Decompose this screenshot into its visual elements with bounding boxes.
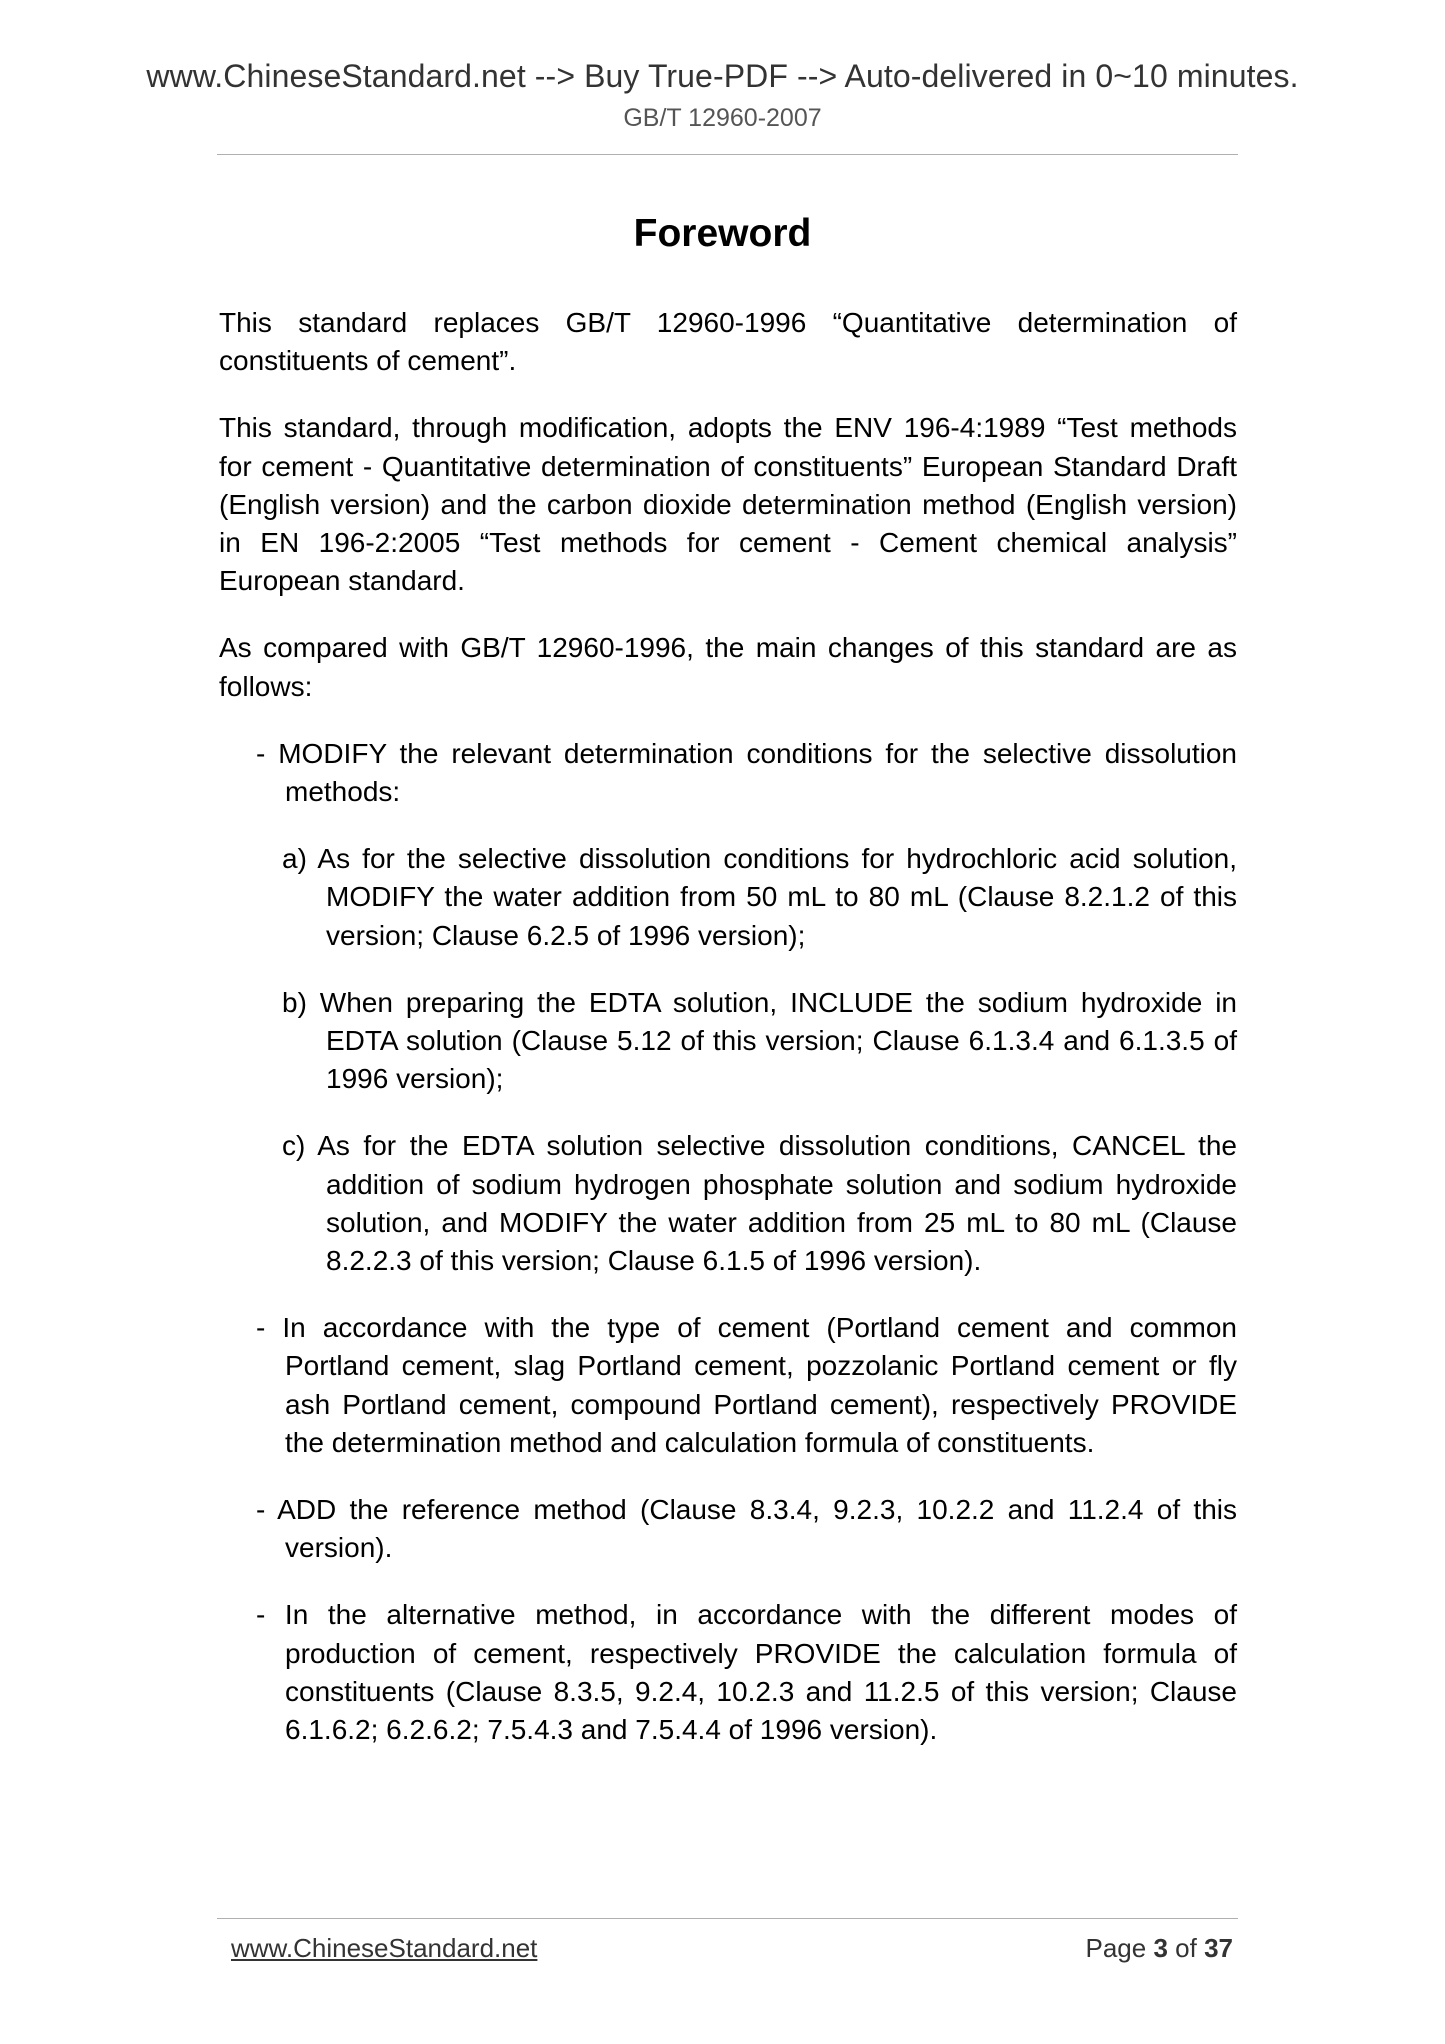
change-item: - ADD the reference method (Clause 8.3.4, 9.2.3, 10.2.2 and 11.2.4 of this version). bbox=[256, 1494, 1237, 1564]
page-label: Page bbox=[1085, 1933, 1147, 1963]
change-item: - MODIFY the relevant determination conditions for the selective dissolution methods: bbox=[256, 737, 1237, 808]
header-divider bbox=[217, 154, 1238, 155]
page-total: 37 bbox=[1204, 1933, 1233, 1963]
page-title: Foreword bbox=[633, 212, 812, 255]
document-body bbox=[219, 304, 1237, 1778]
page-number bbox=[1085, 1933, 1233, 1964]
header-banner: www.ChineseStandard.net --> Buy True-PDF --> Auto-delivered in 0~10 minutes. bbox=[146, 58, 1299, 94]
paragraph: This standard replaces GB/T 12960-1996 “Quantitative determination of constituents of cement”. bbox=[219, 307, 1237, 377]
page-current: 3 bbox=[1153, 1933, 1168, 1963]
paragraph: This standard, through modification, adopts the ENV 196-4:1989 “Test methods for cement - Quantitative determination of constituents” European Standard Draft (English version) and the carbon dioxide determination method (English version) in EN 196-2:2005 “Test methods for cement - Cement chemical analysis” European standard. bbox=[219, 412, 1237, 597]
change-subitem: c) As for the EDTA solution selective dissolution conditions, CANCEL the addition of sodium hydrogen phosphate solution and sodium hydroxide solution, and MODIFY the water addition from 25 mL to 80 mL (Clause 8.2.2.3 of this version; Clause 6.1.5 of 1996 version). bbox=[282, 1130, 1237, 1277]
paragraph: As compared with GB/T 12960-1996, the main changes of this standard are as follows: bbox=[219, 632, 1237, 702]
change-item: - In the alternative method, in accordance with the different modes of production of cement, respectively PROVIDE the calculation formula of constituents (Clause 8.3.5, 9.2.4, 10.2.3 and 11.2.5 of this version; Clause 6.1.6.2; 6.2.6.2; 7.5.4.3 and 7.5.4.4 of 1996 version). bbox=[256, 1599, 1237, 1746]
change-subitem: a) As for the selective dissolution conditions for hydrochloric acid solution, MODIFY the water addition from 50 mL to 80 mL (Clause 8.2.1.2 of this version; Clause 6.2.5 of 1996 version); bbox=[282, 843, 1237, 951]
footer-divider bbox=[217, 1918, 1238, 1919]
standard-code: GB/T 12960-2007 bbox=[623, 104, 822, 132]
page-of: of bbox=[1175, 1933, 1197, 1963]
footer-website-link[interactable]: www.ChineseStandard.net bbox=[231, 1933, 538, 1963]
change-item: - In accordance with the type of cement (Portland cement and common Portland cement, slag Portland cement, pozzolanic Portland cement or fly ash Portland cement, compound Portland cement), respectively PROVIDE the determination method and calculation formula of constituents. bbox=[256, 1312, 1237, 1458]
change-subitem: b) When preparing the EDTA solution, INCLUDE the sodium hydroxide in EDTA solution (Clause 5.12 of this version; Clause 6.1.3.4 and 6.1.3.5 of 1996 version); bbox=[282, 986, 1237, 1095]
